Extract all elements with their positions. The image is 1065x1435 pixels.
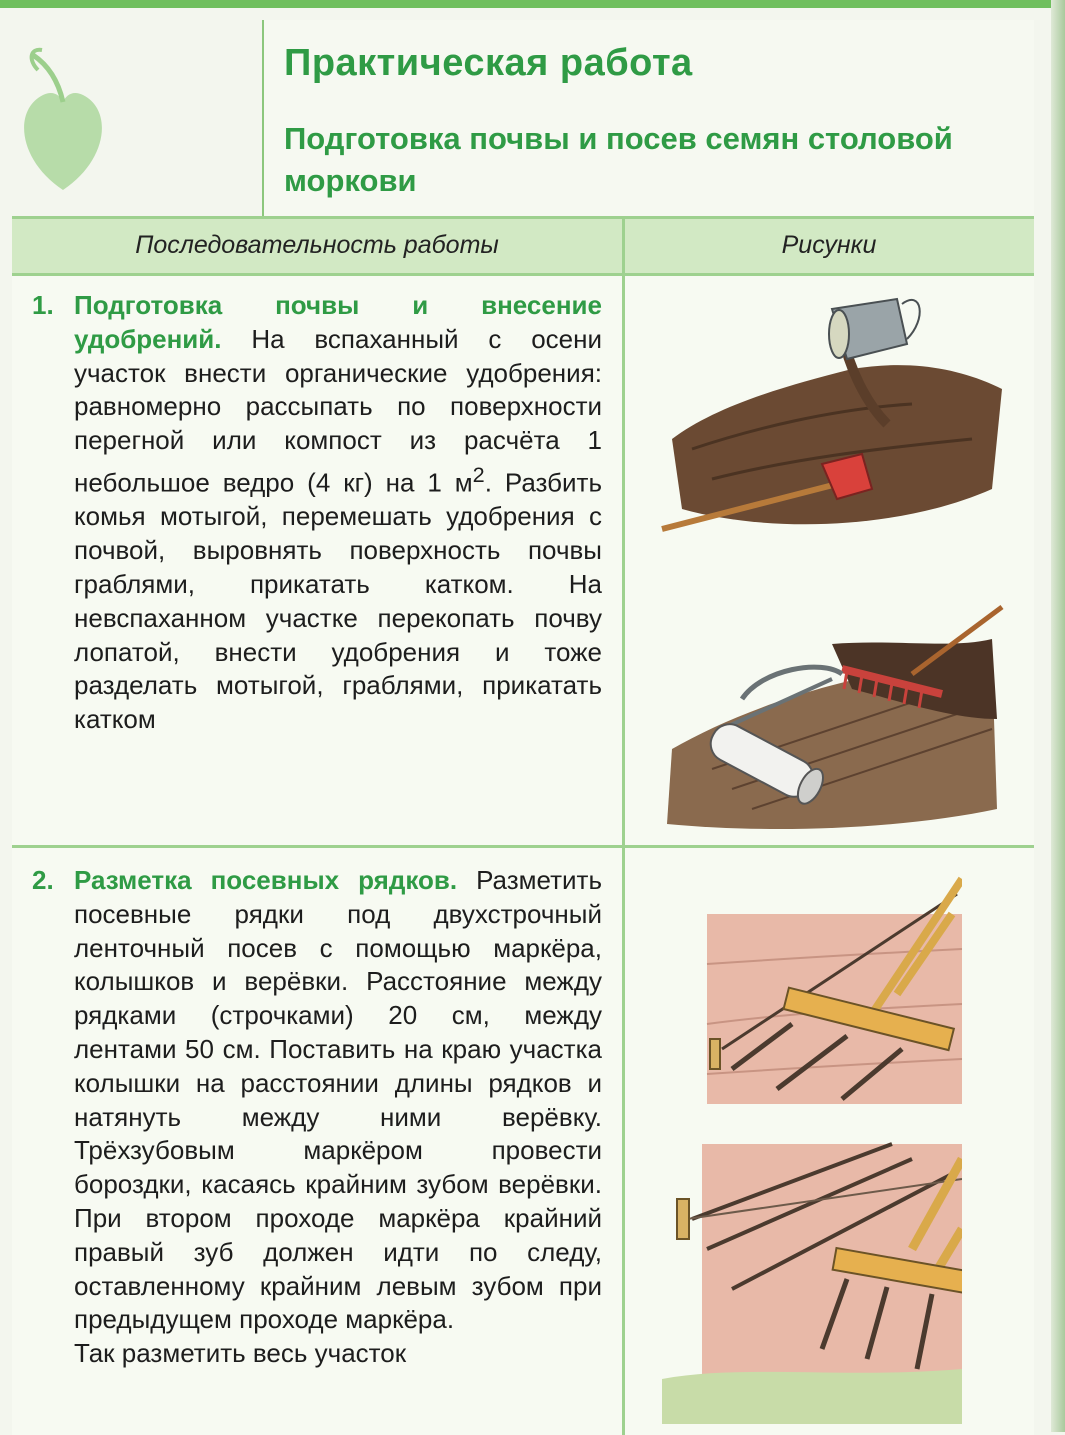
roller-and-rake-illustration [652, 599, 1012, 834]
step-number: 2. [32, 865, 54, 895]
column-header-pictures: Рисунки [781, 231, 877, 259]
step-number: 1. [32, 290, 54, 320]
leaf-logo-icon [8, 40, 118, 200]
page-edge-shadow [1051, 0, 1065, 1432]
step-lead: Подготовка почвы и внесение удобрений. [74, 290, 602, 354]
page-title: Практическая работа [284, 42, 693, 84]
step-last-line: Так разметить весь участок [74, 1338, 407, 1369]
superscript-two: 2 [472, 461, 485, 487]
page-header [262, 20, 1034, 216]
table-header-row [12, 219, 1034, 276]
marker-with-string-illustration-1 [662, 874, 962, 1109]
fertilizer-bucket-illustration [652, 289, 1012, 534]
row-divider [12, 845, 1034, 848]
marker-with-string-illustration-2 [662, 1139, 962, 1424]
step-lead: Разметка посевных рядков. [74, 865, 458, 895]
column-header-sequence: Последовательность работы [135, 231, 499, 259]
step-body-cont: . Разбить комья мотыгой, перемешать удобрения с почвой, выровнять поверхность почвы граблями, прикатать катком. На невспаханном участке перекопать почву лопатой, внести удобрения и тоже разделать мотыгой, граблями, прикатать катком [74, 467, 602, 735]
step-text [74, 289, 602, 737]
top-color-strip [0, 0, 1065, 8]
table-row-step-1 [32, 289, 602, 737]
step-text [74, 864, 602, 1371]
page-subtitle: Подготовка почвы и посев семян столовой моркови [284, 121, 953, 198]
step-body: На вспаханный с осени участок внести органические удобрения: равномерно рассыпать по поверхности перегной или компост из расчёта 1 небольшое ведро (4 кг) на 1 м [74, 323, 602, 498]
column-divider [622, 219, 625, 1435]
work-table [12, 216, 1034, 1435]
table-row-step-2 [32, 864, 602, 1371]
step-body: Разметить посевные рядки под двухстрочный ленточный посев с помощью маркёра, колышков и верёвки. Расстояние между рядками (строчками) 20 см, между лентами 50 см. Поставить на краю участка колышки на расстоянии длины рядков и натянуть между ними верёвку. Трёхзубовым маркёром провести бороздки, касаясь крайним зубом верёвки. При втором проходе маркёра крайний правый зуб должен идти по следу, оставленному крайним левым зубом при предыдущем проходе маркёра. [74, 865, 602, 1335]
